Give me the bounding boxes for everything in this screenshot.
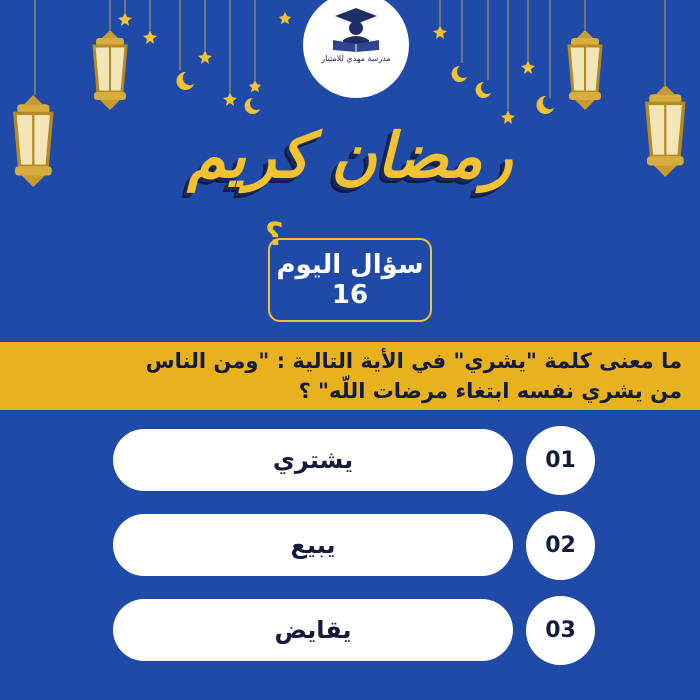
answer-option-3[interactable] [113,599,513,661]
question-line-2: من يشري نفسه ابتغاء مرضات اللّه" ؟ [298,379,682,403]
answer-text: يشتري [272,446,354,474]
answer-number-badge-2[interactable] [526,511,595,580]
question-number: 16 [331,280,369,310]
title-text: رمضان كريم [187,118,513,192]
question-line-1: ما معنى كلمة "يشري" في الأية التالية : "ومن الناس [145,349,682,373]
answer-option-2[interactable] [113,514,513,576]
answer-text: يقايض [274,616,352,644]
answer-number-badge-1[interactable] [526,426,595,495]
hanging-lantern-icon [569,30,601,110]
question-of-the-day-label: سؤال اليوم [276,250,424,280]
answer-number: 02 [545,533,576,558]
answer-option-1[interactable] [113,429,513,491]
question-of-the-day-card [268,238,432,322]
hanging-lantern-icon [15,95,52,187]
ramadan-kareem-title [170,95,530,215]
answer-text: يبيع [290,531,336,559]
hanging-lantern-icon [94,30,126,110]
question-text [20,342,682,410]
hanging-lantern-icon [647,85,684,177]
question-mark-icon: ؟ [265,215,284,253]
graduate-reading-book-icon [327,6,385,52]
answer-number-badge-3[interactable] [526,596,595,665]
logo-text: مدرسة مهدي للامتياز [321,54,391,63]
answer-number: 03 [545,618,576,643]
answer-number: 01 [545,448,576,473]
